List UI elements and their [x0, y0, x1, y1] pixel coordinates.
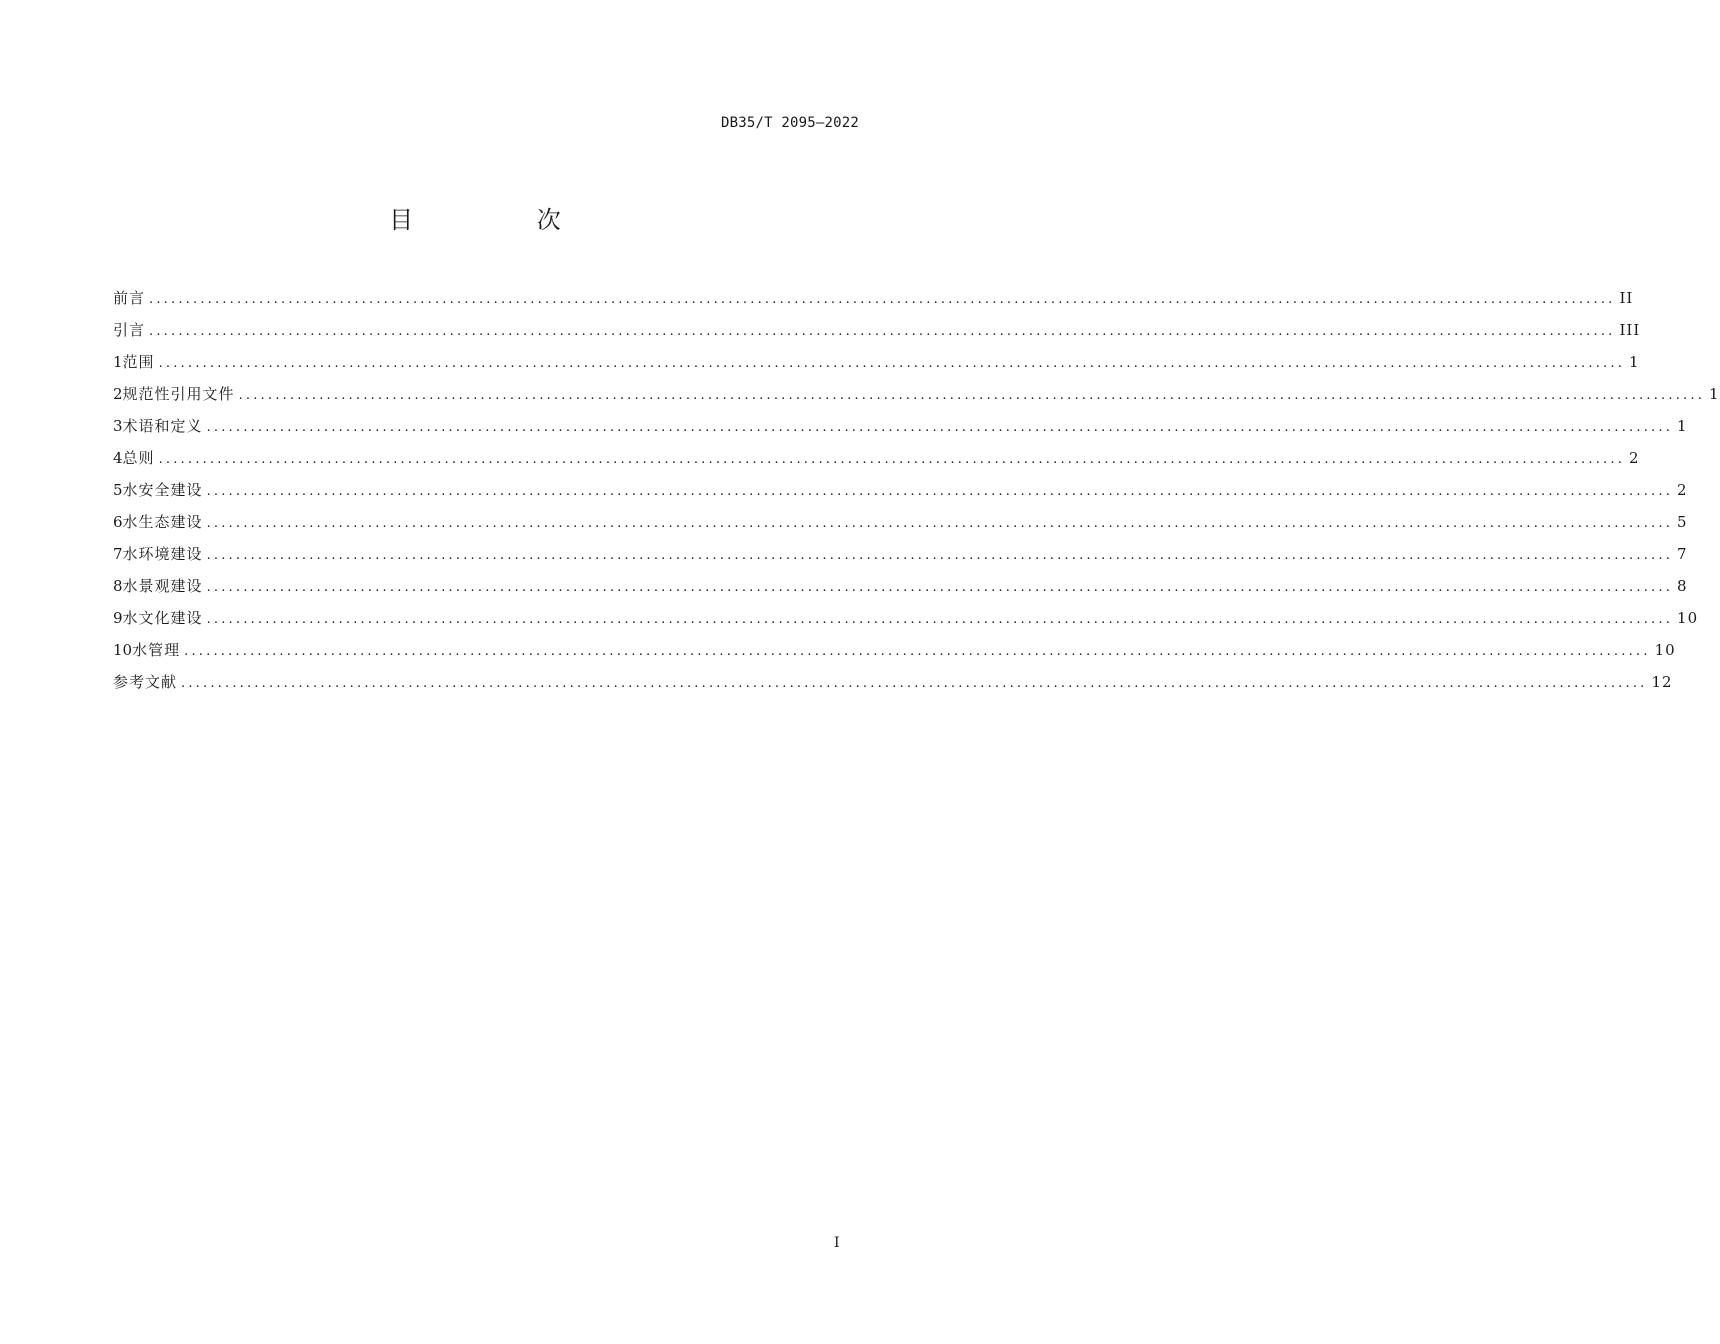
toc-entry-page: 1: [1629, 353, 1640, 371]
toc-entry[interactable]: [113, 670, 1673, 702]
toc-entry[interactable]: [113, 382, 1720, 414]
table-of-contents: [113, 286, 1720, 702]
toc-entry[interactable]: [113, 638, 1676, 670]
toc-entry-label: 规范性引用文件: [122, 385, 235, 403]
toc-entry-number: 3: [113, 417, 123, 435]
toc-leader-dots: ........................................................................................................................................................................................................: [206, 612, 1674, 627]
toc-leader-dots: ........................................................................................................................................................................................................: [184, 644, 1651, 659]
toc-entry-page: 8: [1677, 577, 1688, 595]
toc-entry-label: 水安全建设: [122, 481, 203, 499]
toc-leader-dots: ........................................................................................................................................................................................................: [238, 388, 1706, 403]
toc-entry[interactable]: [113, 606, 1699, 638]
toc-entry[interactable]: [113, 286, 1634, 318]
toc-entry-label: 水文化建设: [122, 609, 203, 627]
toc-title: 目 次: [389, 206, 619, 234]
toc-entry-page: 10: [1677, 609, 1699, 627]
toc-entry-number: 7: [113, 545, 123, 563]
toc-leader-dots: ........................................................................................................................................................................................................: [181, 676, 1648, 691]
toc-leader-dots: ........................................................................................................................................................................................................: [158, 356, 1626, 371]
toc-leader-dots: ........................................................................................................................................................................................................: [206, 484, 1674, 499]
toc-leader-dots: ........................................................................................................................................................................................................: [158, 452, 1626, 467]
toc-entry-page: 1: [1709, 385, 1720, 403]
toc-entry[interactable]: [113, 574, 1688, 606]
toc-entry-number: 8: [113, 577, 123, 595]
toc-leader-dots: ........................................................................................................................................................................................................: [206, 516, 1674, 531]
toc-entry-number: 9: [113, 609, 123, 627]
toc-entry[interactable]: [113, 318, 1641, 350]
page-number: I: [834, 1235, 840, 1251]
toc-entry-number: 5: [113, 481, 123, 499]
toc-entry-label: 术语和定义: [122, 417, 203, 435]
toc-entry-page: 2: [1677, 481, 1688, 499]
toc-entry-label: 水景观建设: [122, 577, 203, 595]
toc-entry-number: 10: [113, 641, 133, 659]
toc-entry[interactable]: [113, 446, 1640, 478]
toc-entry-page: 7: [1677, 545, 1688, 563]
toc-leader-dots: ........................................................................................................................................................................................................: [206, 580, 1674, 595]
toc-entry-label: 水环境建设: [122, 545, 203, 563]
toc-entry-number: 4: [113, 449, 123, 467]
toc-entry-label: 前言: [113, 289, 146, 307]
toc-leader-dots: ........................................................................................................................................................................................................: [206, 548, 1674, 563]
toc-entry-label: 范围: [122, 353, 155, 371]
toc-leader-dots: ........................................................................................................................................................................................................: [149, 292, 1616, 307]
toc-entry-label: 引言: [113, 321, 146, 339]
toc-leader-dots: ........................................................................................................................................................................................................: [149, 324, 1616, 339]
toc-entry-number: 1: [113, 353, 123, 371]
toc-entry-page: 10: [1654, 641, 1676, 659]
toc-entry[interactable]: [113, 350, 1640, 382]
toc-entry-page: 1: [1677, 417, 1688, 435]
toc-entry[interactable]: [113, 414, 1688, 446]
toc-entry[interactable]: [113, 510, 1688, 542]
toc-entry-page: II: [1619, 289, 1634, 307]
toc-entry-number: 2: [113, 385, 123, 403]
toc-entry-label: 参考文献: [113, 673, 178, 691]
toc-entry-page: 2: [1629, 449, 1640, 467]
toc-entry-label: 水管理: [132, 641, 181, 659]
toc-entry-number: 6: [113, 513, 123, 531]
toc-entry-page: III: [1619, 321, 1641, 339]
toc-entry-label: 水生态建设: [122, 513, 203, 531]
toc-entry-page: 12: [1651, 673, 1673, 691]
toc-entry-page: 5: [1677, 513, 1688, 531]
toc-entry[interactable]: [113, 478, 1688, 510]
toc-entry[interactable]: [113, 542, 1688, 574]
toc-entry-label: 总则: [122, 449, 155, 467]
toc-leader-dots: ........................................................................................................................................................................................................: [206, 420, 1674, 435]
standard-code: DB35/T 2095—2022: [720, 115, 859, 131]
